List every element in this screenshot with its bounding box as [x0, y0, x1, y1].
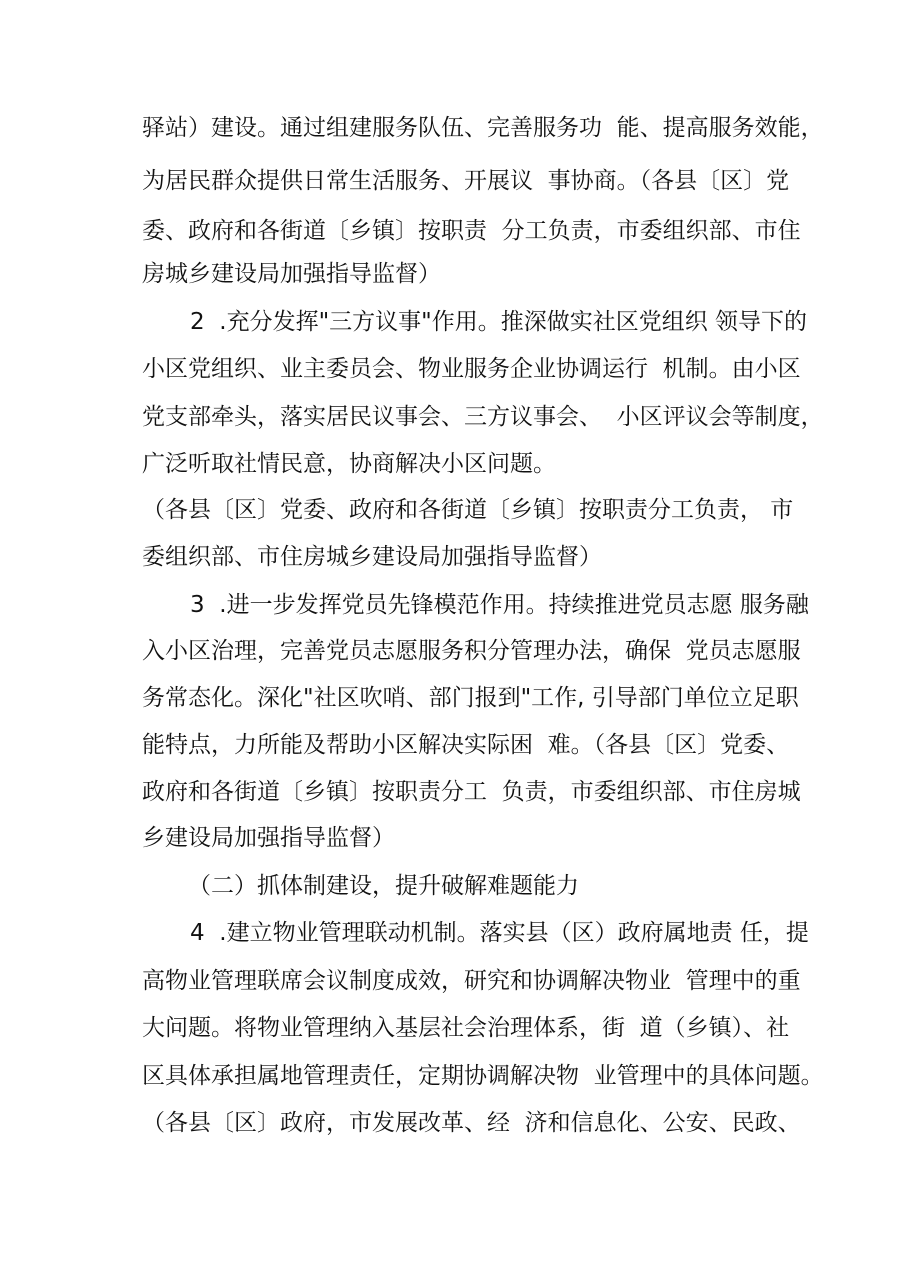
text-line: 房城乡建设局加强指导监督） — [142, 261, 441, 287]
text-line: 政府和各街道〔乡镇〕按职责分工 负责，市委组织部、市住房城 — [142, 779, 801, 805]
text-line: 乡建设局加强指导监督） — [142, 825, 395, 851]
text-line: 小区党组织、业主委员会、物业服务企业协调运行 机制。由小区 — [142, 356, 801, 382]
text-line: 务常态化。深化"社区吹哨、部门报到"工作, 引导部门单位立足职 — [142, 685, 799, 711]
text-line: 入小区治理，完善党员志愿服务积分管理办法，确保 党员志愿服 — [142, 638, 801, 664]
text-line: 驿站）建设。通过组建服务队伍、完善服务功 能、提高服务效能， — [142, 115, 824, 141]
text-line: 广泛听取社情民意，协商解决小区问题。 — [142, 451, 556, 477]
text-line: （各县〔区〕政府，市发展改革、经 济和信息化、公安、民政、 — [142, 1110, 801, 1136]
paragraph-4-first-line: 4 .建立物业管理联动机制。落实县（区）政府属地责 任，提 — [190, 920, 809, 946]
text-line: 能特点，力所能及帮助小区解决实际困 难。（各县〔区〕党委、 — [142, 732, 790, 758]
paragraph-3-first-line: 3 .进一步发挥党员先锋模范作用。持续推进党员志愿 服务融 — [190, 592, 809, 618]
text-line: 党支部牵头，落实居民议事会、三方议事会、 小区评议会等制度， — [142, 404, 824, 430]
section-heading: （二）抓体制建设，提升破解难题能力 — [188, 873, 579, 899]
text-line: 为居民群众提供日常生活服务、开展议 事协商。（各县〔区〕党 — [142, 168, 790, 194]
text-line: 高物业管理联席会议制度成效，研究和协调解决物业 管理中的重 — [142, 968, 801, 994]
text-line: 区具体承担属地管理责任，定期协调解决物 业管理中的具体问题。 — [142, 1063, 824, 1089]
paragraph-2-first-line: 2 .充分发挥"三方议事"作用。推深做实社区党组织 领导下的 — [190, 309, 808, 335]
text-line: 大问题。将物业管理纳入基层社会治理体系，街 道（乡镇）、社 — [142, 1015, 790, 1041]
text-line: 委、政府和各街道〔乡镇〕按职责 分工负责，市委组织部、市住 — [142, 218, 801, 244]
text-line: （各县〔区〕党委、政府和各街道〔乡镇〕按职责分工负责， 市 — [142, 497, 794, 523]
text-line: 委组织部、市住房城乡建设局加强指导监督） — [142, 544, 602, 570]
